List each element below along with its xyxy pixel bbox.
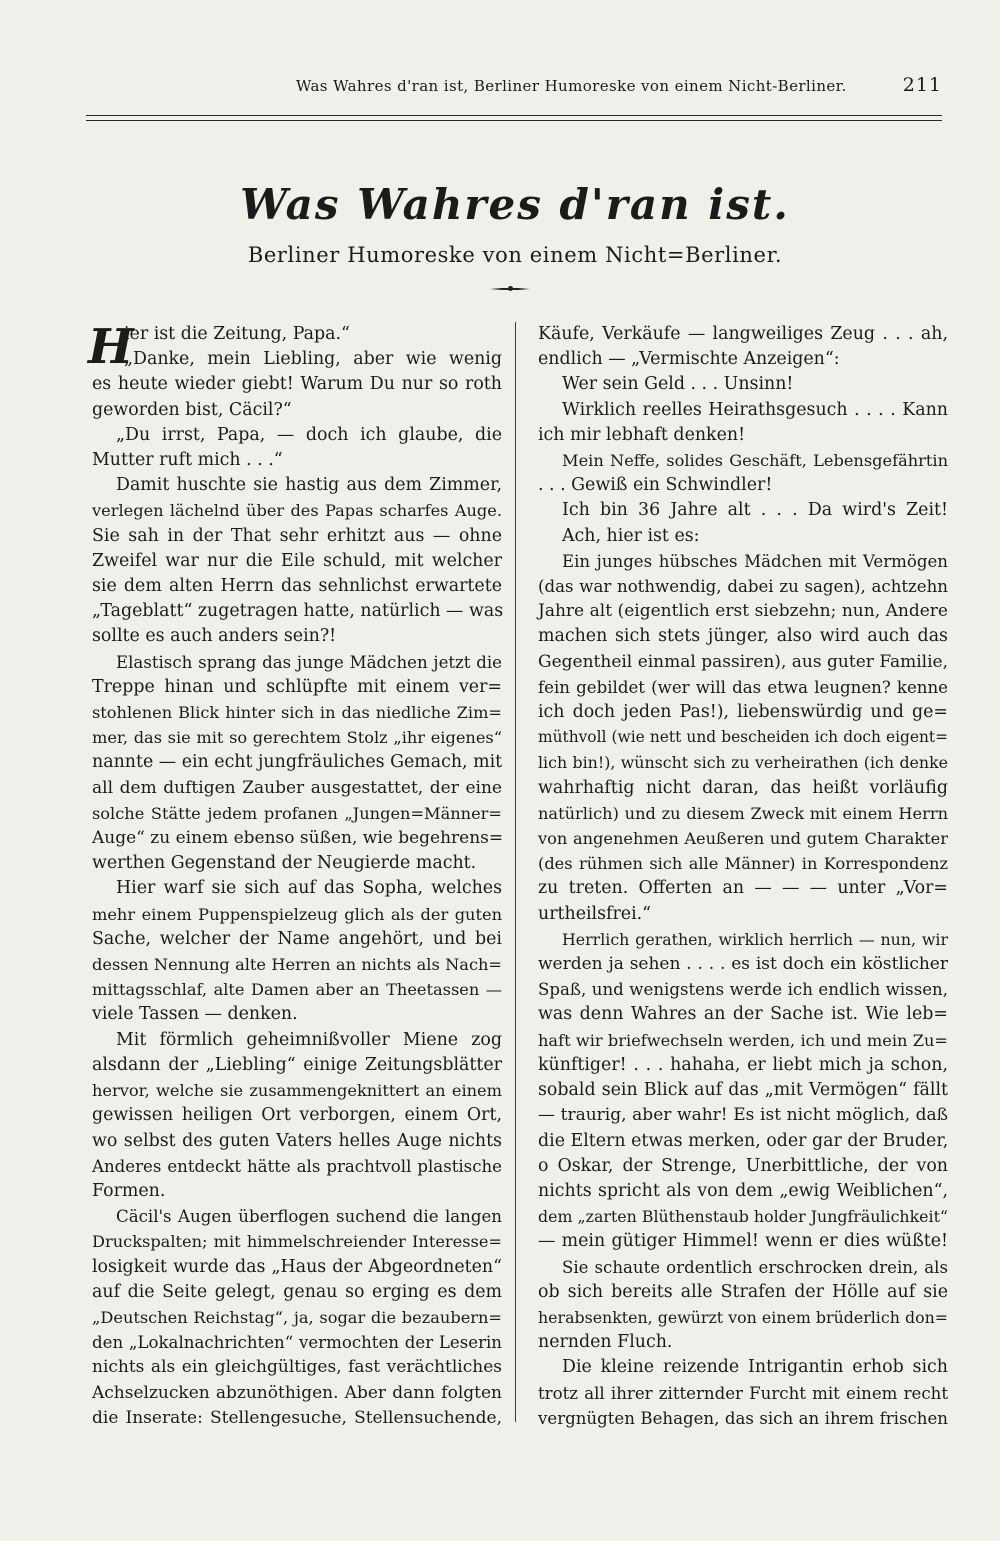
text-line: verlegen lächelnd über des Papas scharfes Auge. (92, 501, 502, 521)
text-line: werden ja sehen . . . . es ist doch ein köstlicher (538, 954, 948, 975)
text-line: müthvoll (wie nett und bescheiden ich doch eigent= (538, 728, 948, 747)
text-line: vergnügten Behagen, das sich an ihrem frischen (538, 1408, 948, 1428)
text-line: Sie sah in der That sehr erhitzt aus — ohne (92, 525, 502, 546)
text-line: Gegentheil einmal passiren), aus guter Familie, (538, 651, 948, 672)
text-line: auf die Seite gelegt, genau so erging es dem (92, 1281, 502, 1302)
text-line: Anderes entdeckt hätte als prachtvoll plastische (92, 1156, 502, 1176)
text-line: „Du irrst, Papa, — doch ich glaube, die (116, 424, 502, 445)
text-line: sollte es auch anders sein?! (92, 626, 337, 647)
text-line: Wer sein Geld . . . Unsinn! (562, 374, 794, 395)
text-line: dessen Nennung alte Herren an nichts als Nach= (92, 955, 502, 975)
text-line: sobald sein Blick auf das „mit Vermögen“ fällt (538, 1080, 948, 1101)
text-line: Zweifel war nur die Eile schuld, mit welcher (92, 550, 502, 571)
text-line: Cäcil's Augen überflogen suchend die langen (116, 1207, 502, 1227)
header-rule (86, 115, 942, 121)
text-line: Elastisch sprang das junge Mädchen jetzt die (116, 652, 502, 672)
text-line: endlich — „Vermischte Anzeigen“: (538, 349, 840, 370)
text-line: mehr einem Puppenspielzeug glich als der guten (92, 904, 502, 924)
text-line: Die kleine reizende Intrigantin erhob sich (562, 1357, 948, 1378)
text-line: werthen Gegenstand der Neugierde macht. (92, 853, 477, 874)
text-line: Herrlich gerathen, wirklich herrlich — nun, wir (562, 929, 948, 949)
text-line: haft wir briefwechseln werden, ich und mein Zu= (538, 1030, 948, 1050)
text-line: geworden bist, Cäcil?“ (92, 399, 292, 420)
text-line: Wirklich reelles Heirathsgesuch . . . . Kann (562, 399, 948, 420)
text-line: lich bin!), wünscht sich zu verheirathen (ich denke (538, 753, 948, 773)
text-line: Hier warf sie sich auf das Sopha, welches (116, 878, 502, 899)
text-line: ich mir lebhaft denken! (538, 424, 746, 445)
text-line: — mein gütiger Himmel! wenn er dies wüßte! (538, 1231, 948, 1252)
text-line: zu treten. Offerten an — — — unter „Vor= (538, 878, 948, 899)
text-line: „Deutschen Reichstag“, ja, sogar die bezaubern= (92, 1307, 502, 1327)
ornament-divider (490, 288, 530, 290)
text-line: nichts spricht als von dem „ewig Weiblichen“, (538, 1180, 948, 1201)
text-line: von angenehmen Aeußeren und gutem Charakter (538, 829, 948, 849)
text-line: urtheilsfrei.“ (538, 903, 652, 924)
column-rule (515, 322, 516, 1422)
text-line: alsdann der „Liebling“ einige Zeitungsblätter (92, 1054, 502, 1075)
text-line: . . . Gewiß ein Schwindler! (538, 475, 773, 496)
text-line: Treppe hinan und schlüpfte mit einem ver= (92, 676, 502, 697)
text-line: herabsenkten, gewürzt von einem brüderlich don= (538, 1307, 948, 1327)
text-line: Formen. (92, 1180, 166, 1201)
text-line: „Danke, mein Liebling, aber wie wenig (124, 349, 502, 370)
text-line: ier ist die Zeitung, Papa.“ (124, 324, 350, 344)
text-column-right (538, 322, 948, 1431)
text-line: „Tageblatt“ zugetragen hatte, natürlich — was (92, 601, 504, 622)
text-line: die Eltern etwas merken, oder gar der Bruder, (538, 1130, 949, 1151)
text-line: fein gebildet (wer will das etwa leugnen? kenne (538, 677, 948, 697)
text-line: Sache, welcher der Name angehört, und bei (92, 928, 502, 949)
text-line: losigkeit wurde das „Haus der Abgeordneten“ (92, 1256, 502, 1277)
running-header (200, 74, 942, 100)
text-line: — traurig, aber wahr! Es ist nicht möglich, daß (538, 1105, 948, 1126)
text-line: hervor, welche sie zusammengeknittert an einem (92, 1081, 502, 1101)
text-line: trotz all ihrer zitternder Furcht mit einem recht (538, 1383, 948, 1403)
text-line: solche Stätte jedem profanen „Jungen=Männer= (92, 803, 502, 823)
page-number: 211 (902, 74, 942, 96)
text-line: Auge“ zu einem ebenso süßen, wie begehrens= (92, 828, 504, 849)
text-line: (des rühmen sich alle Männer) in Korrespondenz (538, 854, 948, 874)
text-line: stohlenen Blick hinter sich in das niedliche Zim= (92, 703, 502, 723)
running-title: Was Wahres d'ran ist, Berliner Humoreske von einem Nicht-Berliner. (295, 77, 847, 95)
text-line: mer, das sie mit so gerechtem Stolz „ihr eigenes“ (92, 728, 502, 748)
text-line: Käufe, Verkäufe — langweiliges Zeug . . . ah, (538, 324, 948, 344)
text-line: Damit huschte sie hastig aus dem Zimmer, (116, 475, 502, 496)
text-line: (das war nothwendig, dabei zu sagen), achtzehn (538, 577, 948, 597)
text-line: wo selbst des guten Vaters helles Auge nichts (92, 1130, 502, 1151)
text-line: Ich bin 36 Jahre alt . . . Da wird's Zeit! (562, 500, 948, 521)
text-line: all dem duftigen Zauber ausgestattet, der eine (92, 777, 502, 798)
text-line: nichts als ein gleichgültiges, fast verächtliches (92, 1357, 502, 1378)
text-line: mittagsschlaf, alte Damen aber an Theetassen — (92, 980, 502, 1000)
text-line: es heute wieder giebt! Warum Du nur so roth (92, 374, 502, 395)
drop-cap: H (88, 319, 134, 375)
text-line: was denn Wahres an der Sache ist. Wie leb= (538, 1004, 948, 1025)
text-line: Mein Neffe, solides Geschäft, Lebensgefährtin (562, 451, 948, 471)
article-title: Was Wahres d'ran ist. (240, 180, 790, 229)
text-line: ob sich bereits alle Strafen der Hölle auf sie (538, 1281, 948, 1302)
text-line: machen sich stets jünger, also wird auch das (538, 626, 948, 647)
text-line: nannte — ein echt jungfräuliches Gemach, mit (92, 752, 503, 773)
text-line: Achselzucken abzunöthigen. Aber dann folgten (92, 1382, 502, 1403)
text-line: viele Tassen — denken. (92, 1004, 298, 1025)
text-line: o Oskar, der Strenge, Unerbittliche, der von (538, 1155, 948, 1176)
text-line: wahrhaftig nicht daran, das heißt vorläufig (538, 777, 948, 798)
text-line: natürlich) und zu diesem Zweck mit einem Herrn (538, 803, 948, 823)
text-line: sie dem alten Herrn das sehnlichst erwartete (92, 576, 502, 597)
text-line: den „Lokalnachrichten“ vermochten der Leserin (92, 1333, 502, 1353)
article-subtitle: Berliner Humoreske von einem Nicht=Berliner. (247, 243, 783, 267)
text-line: Spaß, und wenigstens werde ich endlich wissen, (538, 980, 948, 1000)
text-column-left (88, 319, 504, 1431)
text-line: künftiger! . . . hahaha, er liebt mich ja schon, (538, 1054, 948, 1075)
text-line: Mutter ruft mich . . .“ (92, 450, 283, 471)
text-line: dem „zarten Blüthenstaub holder Jungfräulichkeit“ (538, 1207, 948, 1227)
text-line: die Inserate: Stellengesuche, Stellensuchende, (92, 1407, 502, 1428)
text-line: gewissen heiligen Ort verborgen, einem Ort, (92, 1105, 502, 1126)
text-line: ich doch jeden Pas!), liebenswürdig und ge= (538, 702, 948, 723)
text-line: nernden Fluch. (538, 1332, 673, 1353)
article-heading (90, 180, 940, 267)
text-line: Druckspalten; mit himmelschreiender Interesse= (92, 1232, 502, 1252)
text-line: Mit förmlich geheimnißvoller Miene zog (116, 1029, 502, 1050)
text-line: Ach, hier ist es: (562, 525, 700, 546)
text-line: Sie schaute ordentlich erschrocken drein, als (562, 1257, 948, 1277)
text-line: Jahre alt (eigentlich erst siebzehn; nun, Andere (538, 601, 948, 622)
text-line: Ein junges hübsches Mädchen mit Vermögen (562, 551, 948, 571)
